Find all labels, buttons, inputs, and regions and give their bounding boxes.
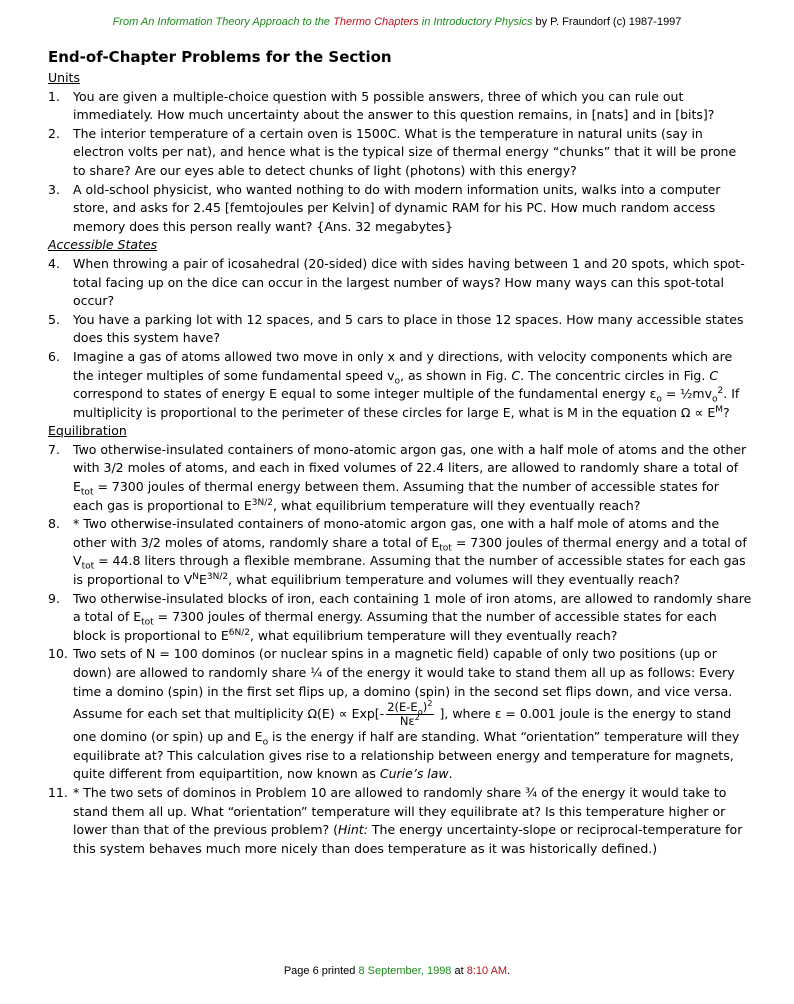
problem-3 xyxy=(48,181,752,237)
problem-8 xyxy=(48,515,752,589)
superscript: 2 xyxy=(427,698,433,709)
page-footer xyxy=(0,965,794,977)
curies-law-term: Curie’s law xyxy=(379,766,449,782)
text-part: , what equilibrium temperature and volumes will they eventually reach? xyxy=(228,572,680,588)
problem-number: 2. xyxy=(48,125,60,141)
section-heading-accessible-states: Accessible States xyxy=(48,237,158,253)
section-heading-equilibration: Equilibration xyxy=(48,423,127,439)
problem-text xyxy=(73,590,752,646)
footer-mid: at xyxy=(451,965,467,977)
header-author: by P. Fraundorf (c) 1987-1997 xyxy=(532,16,682,28)
text-part: ], where ε = 0.001 joule is the energy to stand one domino (or spin) up and E xyxy=(73,706,732,745)
header-link-introductory-physics[interactable]: in Introductory Physics xyxy=(418,16,533,28)
problem-10 xyxy=(48,645,752,784)
fraction-denominator xyxy=(386,712,433,729)
superscript: M xyxy=(715,404,724,415)
problem-9 xyxy=(48,590,752,646)
problem-text xyxy=(73,441,752,515)
problem-number: 3. xyxy=(48,181,60,197)
footer-suffix: . xyxy=(507,965,511,977)
text-part: = 7300 joules of thermal energy and a total of V xyxy=(73,534,747,569)
problem-7 xyxy=(48,441,752,515)
problem-text xyxy=(73,515,752,589)
subscript: o xyxy=(394,376,401,386)
problem-text xyxy=(73,645,752,784)
text-part: = 44.8 liters through a flexible membrane. Assuming that the number of accessible states for each gas is proportional to V xyxy=(73,553,746,588)
text-part: , what equilibrium temperature will they eventually reach? xyxy=(273,497,641,513)
header-link-information-theory[interactable]: Information Theory Approach to the xyxy=(157,16,334,28)
problem-number: 11. xyxy=(48,784,68,800)
text-part: = 7300 joules of thermal energy. Assuming that the number of accessible states for each block is proportional to E xyxy=(73,609,717,643)
problem-text xyxy=(73,784,752,858)
problem-1 xyxy=(48,88,752,125)
text-part: = 7300 joules of thermal energy between them. Assuming that the number of accessible states for each gas is proportional to E xyxy=(73,479,719,513)
problem-number: 5. xyxy=(48,311,60,327)
problem-11 xyxy=(48,784,752,858)
text-part: , as shown in Fig. xyxy=(400,367,512,383)
superscript: 3N/2 xyxy=(251,497,274,508)
text-part: Two sets of N = 100 dominos (or nuclear spins in a magnetic field) capable of only two positions (up or down) are allowed to randomly share ¼ of the energy it would take to stand them all up as follows: Every time a domino (spin) in the first set flips up, a domino (spin) in the second set flips down, and vice versa. Assume for each set that multiplicity Ω(E) ∝ Exp[- xyxy=(73,646,735,722)
problem-text: When throwing a pair of icosahedral (20-sided) dice with sides having between 1 and 20 spots, which spot-total facing up on the dice can occur in the largest number of ways? How many ways can this spot-total occur? xyxy=(73,255,745,309)
superscript: 2 xyxy=(717,385,724,396)
problem-6 xyxy=(48,348,752,422)
numerator-text: 2(E-E xyxy=(387,700,418,715)
problem-text: You have a parking lot with 12 spaces, and 5 cars to place in those 12 spaces. How many accessible states does this system have? xyxy=(73,311,744,346)
subscript: tot xyxy=(81,561,95,572)
problems-content xyxy=(48,46,752,858)
problem-2 xyxy=(48,125,752,181)
problem-number: 9. xyxy=(48,590,60,606)
text-part: E xyxy=(199,572,207,588)
text-part: Two otherwise-insulated containers of mono-atomic argon gas, one with a half mole of atoms and the other with 3/2 moles of atoms, and each in fixed volumes of 22.4 liters, are allowed to randomly share a total of E xyxy=(73,441,747,495)
text-part: Two otherwise-insulated blocks of iron, each containing 1 mole of iron atoms, are allowed to randomly share a total of E xyxy=(73,590,752,625)
subscript: o xyxy=(712,394,718,405)
header-link-thermo-chapters[interactable]: Thermo Chapters xyxy=(333,16,419,28)
problem-text xyxy=(73,348,752,422)
figure-reference: C xyxy=(511,367,521,383)
text-part: Imagine a gas of atoms allowed two move in only x and y directions, with velocity components which are the integer multiples of some fundamental speed v xyxy=(73,348,733,383)
footer-date: 8 September, 1998 xyxy=(358,965,452,977)
text-part: ? xyxy=(723,404,730,420)
problem-number: 1. xyxy=(48,88,60,104)
problem-number: 10. xyxy=(48,646,68,662)
text-part: * Two otherwise-insulated containers of mono-atomic argon gas, one with a half mole of atoms and the other with 3/2 moles of atoms, randomly share a total of E xyxy=(73,516,720,550)
text-part: is the energy if half are standing. What “orientation” temperature will they equilibrate at? This calculation gives rise to a relationship between energy and temperature for magnets, quite different from equipartition, now known as xyxy=(73,729,740,782)
figure-reference: C xyxy=(709,367,719,383)
superscript: 3N/2 xyxy=(206,571,229,582)
text-part: . The concentric circles in Fig. xyxy=(520,367,710,383)
text-part: . If multiplicity is proportional to the perimeter of these circles for large E, what is M in the equation Ω ∝ E xyxy=(73,386,740,420)
problem-number: 4. xyxy=(48,255,60,271)
text-part: * The two sets of dominos in Problem 10 are allowed to randomly share ¾ of the energy it would take to stand them all up. What “orientation” temperature will they equilibrate at? Is this temperature higher or lower than that of the previous problem? ( xyxy=(73,784,727,838)
header-prefix: From An xyxy=(112,16,158,28)
page-header xyxy=(0,16,794,28)
problem-number: 8. xyxy=(48,516,60,532)
subscript: tot xyxy=(80,487,94,498)
problem-text: A old-school physicist, who wanted nothing to do with modern information units, walks into a computer store, and asks for 2.45 [femtojoules per Kelvin] of dynamic RAM for his PC. How much random access memory does this person really want? {Ans. 32 megabytes} xyxy=(73,181,721,234)
text-part: , what equilibrium temperature will they eventually reach? xyxy=(249,627,618,643)
problem-number: 6. xyxy=(48,348,60,364)
denominator-text: Nε xyxy=(399,714,415,729)
text-part: correspond to states of energy E equal to some integer multiple of the fundamental energy ε xyxy=(73,386,657,402)
problem-5 xyxy=(48,311,752,348)
problem-number: 7. xyxy=(48,441,60,457)
text-part: = ½mv xyxy=(661,386,713,402)
footer-prefix: Page 6 printed xyxy=(283,965,359,977)
page-title: End-of-Chapter Problems for the Section xyxy=(48,48,392,66)
subscript: tot xyxy=(439,543,452,554)
subscript: o xyxy=(417,706,423,717)
numerator-close: ) xyxy=(422,700,428,715)
footer-time: 8:10 AM xyxy=(466,965,508,977)
subscript: tot xyxy=(141,617,154,628)
superscript: N xyxy=(192,571,199,582)
problem-4 xyxy=(48,255,752,311)
subscript: o xyxy=(656,394,662,405)
problem-text: The interior temperature of a certain oven is 1500C. What is the temperature in natural units (say in electron volts per nat), and hence what is the typical size of thermal energy “chunks” that it will be prone to share? Are our eyes able to detect chunks of light (photons) with this energy? xyxy=(73,125,737,178)
section-heading-units: Units xyxy=(48,70,80,85)
superscript: 2 xyxy=(414,712,420,723)
text-part: . xyxy=(448,766,453,782)
multiplicity-fraction xyxy=(386,698,433,729)
text-part: The energy uncertainty-slope or reciprocal-temperature for this system behaves much more nicely than does temperature as it was historically defined.) xyxy=(73,822,743,856)
superscript: 6N/2 xyxy=(228,627,250,638)
subscript: o xyxy=(262,737,269,748)
hint-label: Hint: xyxy=(338,822,368,838)
problem-text: You are given a multiple-choice question with 5 possible answers, three of which you can rule out immediately. How much uncertainty about the answer to this question remains, in [nats] and in [bits]? xyxy=(73,88,715,123)
